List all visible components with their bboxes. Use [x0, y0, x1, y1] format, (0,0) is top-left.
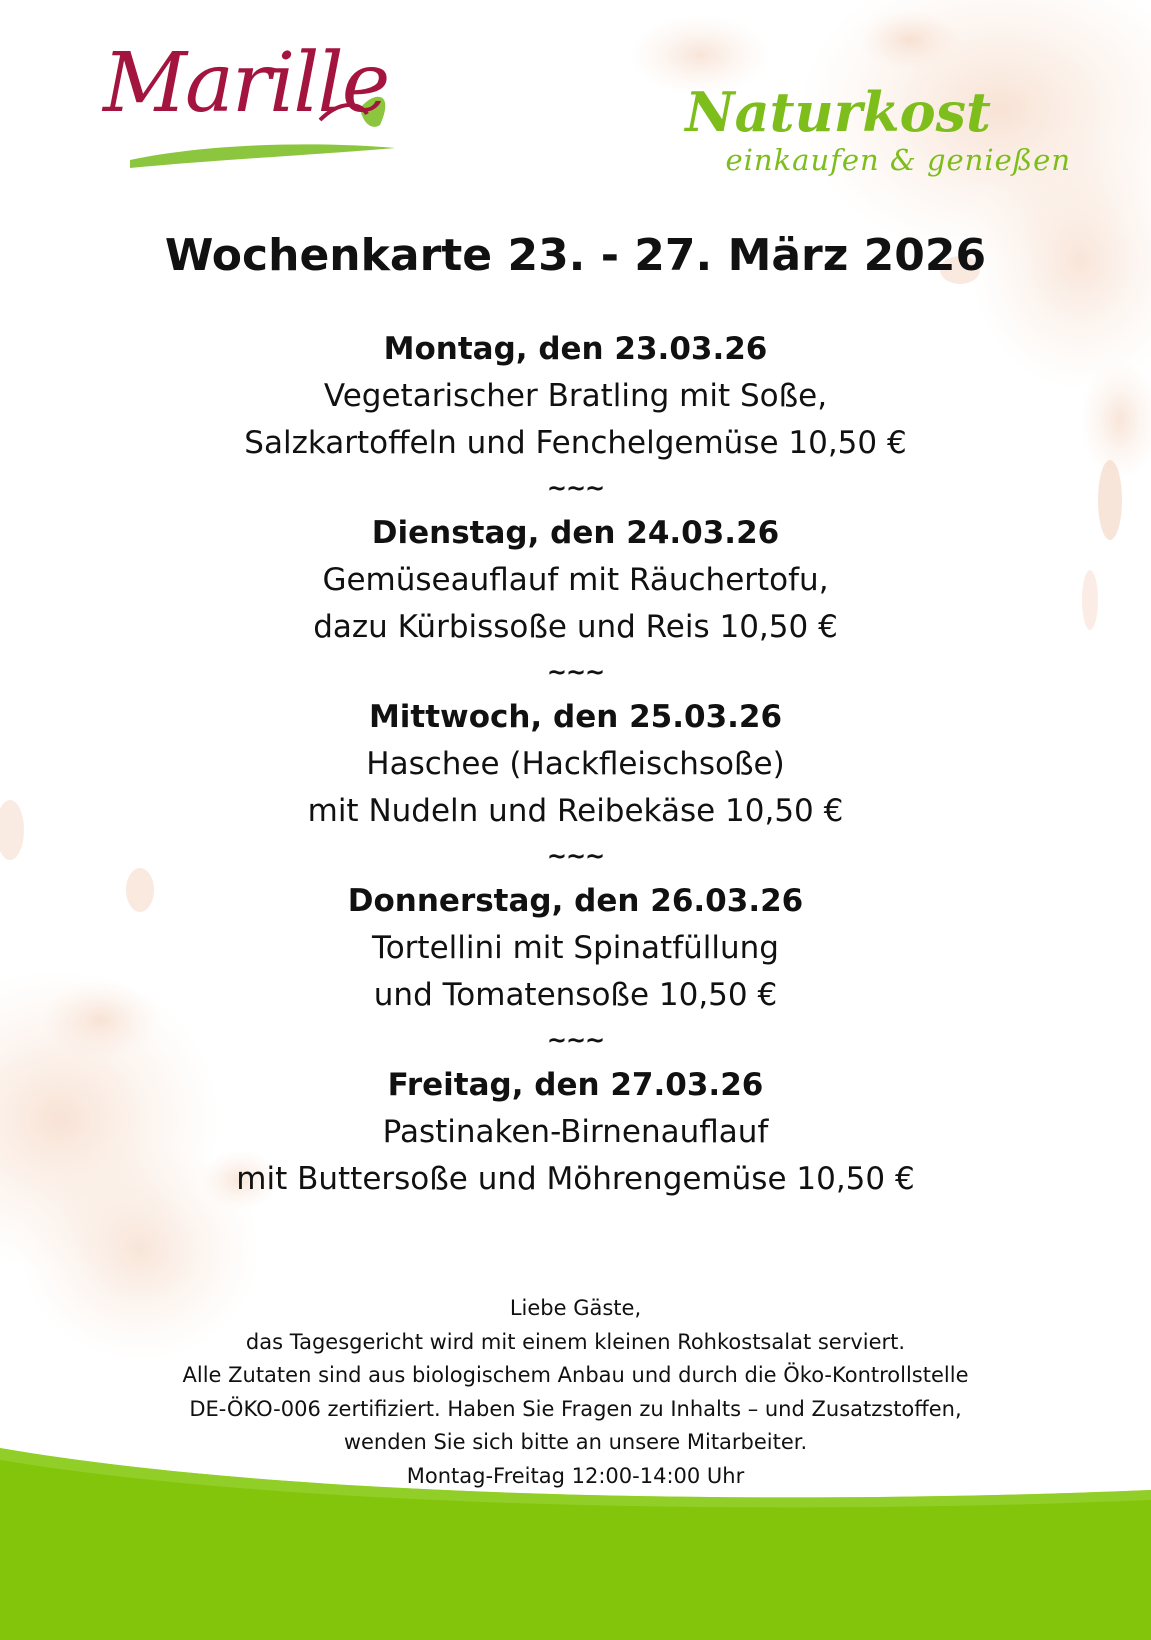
notice-greeting: Liebe Gäste,: [509, 1296, 642, 1320]
separator: ~~~: [546, 1026, 605, 1054]
notice-line: Alle Zutaten sind aus biologischem Anbau und durch die Öko-Kontrollstelle: [182, 1363, 969, 1387]
day-wednesday: [0, 693, 1151, 877]
separator: ~~~: [546, 474, 605, 502]
weekly-menu: [0, 325, 1151, 1203]
day-heading: Donnerstag, den 26.03.26: [347, 883, 804, 919]
notice-line: DE-ÖKO-006 zertifiziert. Haben Sie Fragen zu Inhalts – und Zusatzstoffen,: [189, 1396, 962, 1421]
dish-line-price: dazu Kürbissoße und Reis 10,50 €: [313, 609, 838, 645]
dish-line: Tortellini mit Spinatfüllung: [372, 930, 779, 966]
dish-line: Pastinaken-Birnenauflauf: [382, 1114, 769, 1150]
day-monday: [0, 325, 1151, 509]
brand-name: Naturkost: [685, 80, 991, 144]
dish-line: Vegetarischer Bratling mit Soße,: [323, 378, 828, 414]
notice-line: wenden Sie sich bitte an unsere Mitarbeiter.: [343, 1430, 808, 1454]
brand-tagline: einkaufen & genießen: [725, 143, 1071, 177]
opening-hours: Montag-Freitag 12:00-14:00 Uhr: [406, 1463, 745, 1488]
guest-notice: [0, 1292, 1151, 1493]
day-friday: [0, 1061, 1151, 1203]
day-heading: Dienstag, den 24.03.26: [371, 515, 780, 551]
dish-line-price: mit Nudeln und Reibekäse 10,50 €: [307, 793, 844, 829]
day-heading: Freitag, den 27.03.26: [387, 1067, 764, 1103]
notice-line: das Tagesgericht wird mit einem kleinen Rohkostsalat serviert.: [245, 1329, 906, 1354]
dish-line: Gemüseauflauf mit Räuchertofu,: [322, 562, 829, 598]
dish-line: Haschee (Hackfleischsoße): [366, 746, 785, 782]
day-tuesday: [0, 509, 1151, 693]
brand-block: [685, 80, 1071, 178]
dish-line-price: Salzkartoffeln und Fenchelgemüse 10,50 €: [244, 425, 907, 461]
separator: ~~~: [546, 842, 605, 870]
separator: ~~~: [546, 658, 605, 686]
day-thursday: [0, 877, 1151, 1061]
page-title: Wochenkarte 23. - 27. März 2026: [164, 230, 987, 281]
logo-wordmark: Marille: [103, 36, 389, 131]
day-heading: Mittwoch, den 25.03.26: [368, 699, 783, 735]
dish-line-price: mit Buttersoße und Möhrengemüse 10,50 €: [236, 1161, 915, 1197]
dish-line-price: und Tomatensoße 10,50 €: [373, 977, 778, 1013]
marille-logo: [95, 30, 405, 180]
day-heading: Montag, den 23.03.26: [383, 331, 768, 367]
